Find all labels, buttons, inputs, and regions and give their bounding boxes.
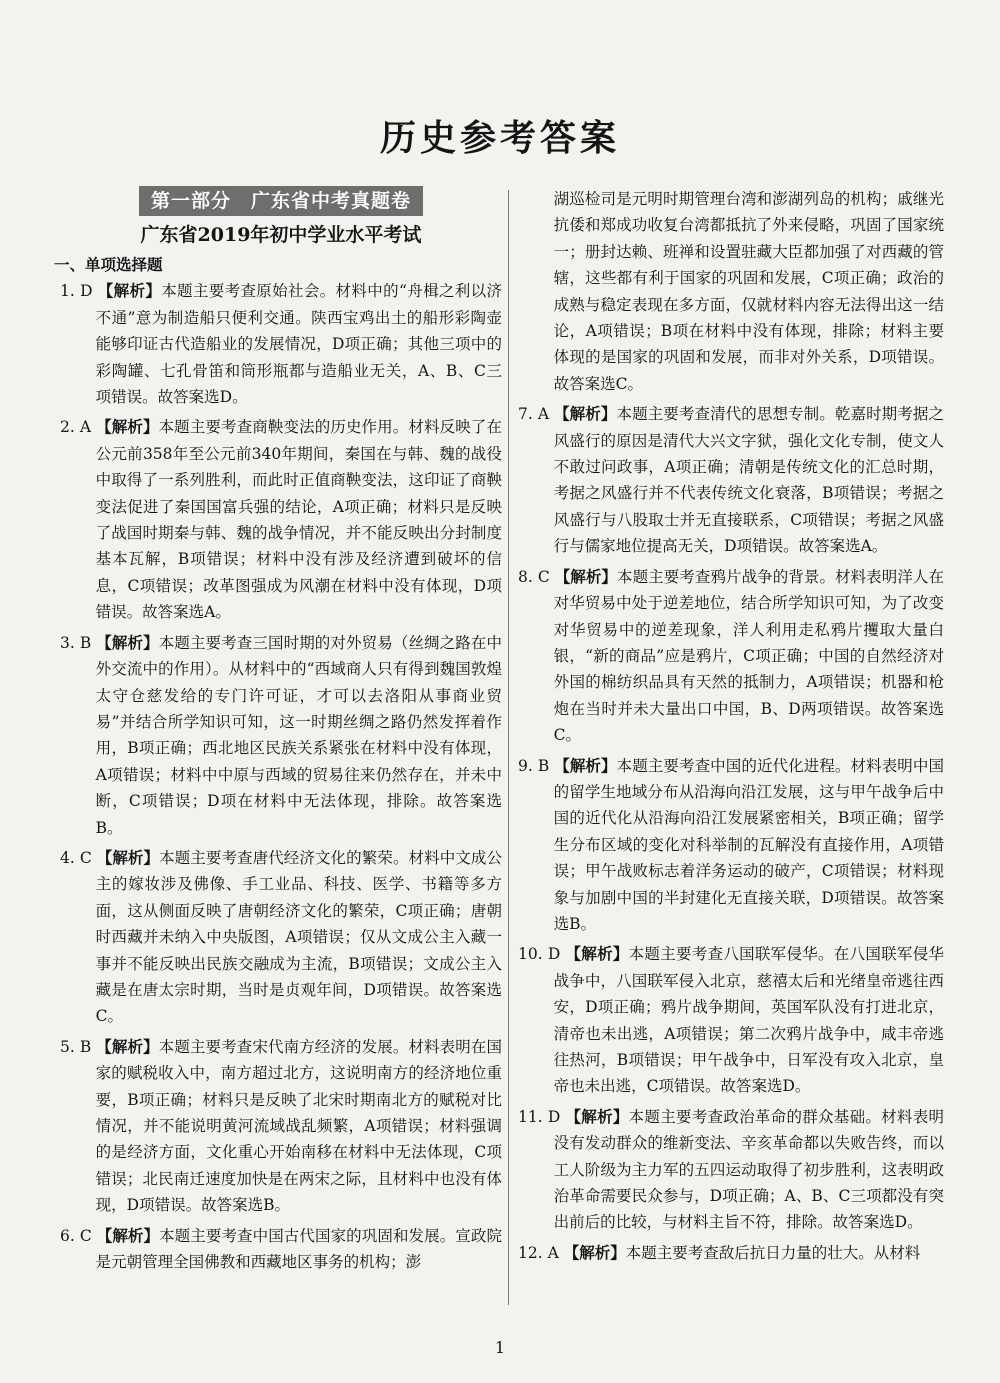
analysis-tag: 【解析】 bbox=[96, 417, 159, 437]
answer-text: 本题主要考查唐代经济文化的繁荣。材料中文成公主的嫁妆涉及佛像、手工业品、科技、医学、书籍等多方面，这从侧面反映了唐朝经济文化的繁荣，C项正确；唐朝时西藏并未纳入中央版图，A项错误；仅从文成公主入藏一事并不能反映出民族交融成为主流，B项错误；文成公主入藏是在唐太宗时期，当时是贞观年间，D项错误。故答案选C。 bbox=[95, 848, 502, 1026]
page-number: 1 bbox=[494, 1338, 506, 1357]
question-number: 7. bbox=[518, 405, 533, 424]
analysis-tag: 【解析】 bbox=[565, 1106, 629, 1126]
page-title: 历史参考答案 bbox=[379, 117, 620, 159]
answer-letter: A bbox=[537, 405, 550, 424]
analysis-tag: 【解析】 bbox=[565, 944, 629, 964]
right-column bbox=[518, 186, 944, 1270]
analysis-tag: 【解析】 bbox=[96, 1036, 159, 1056]
answer-letter: C bbox=[537, 567, 550, 586]
analysis-tag: 【解析】 bbox=[96, 632, 159, 652]
part-header bbox=[60, 186, 502, 218]
answer-letter: A bbox=[79, 418, 92, 437]
answer-item bbox=[518, 401, 944, 559]
answer-text: 本题主要考查中国的近代化进程。材料表明中国的留学生地域分布从沿海向沿江发展，这与甲午战争后中国的近代化从沿海向沿江发展紧密相关，B项正确；留学生分布区域的变化对科举制的瓦解没有直接作用，A项错误；甲午战败标志着洋务运动的破产，C项错误；材料现象与加剧中国的半封建化无直接关联，D项错误。故答案选B。 bbox=[553, 756, 944, 933]
left-answer-list bbox=[60, 278, 502, 1275]
answer-text: 本题主要考查敌后抗日力量的壮大。从材料 bbox=[625, 1243, 921, 1262]
answer-item bbox=[518, 564, 944, 749]
answer-letter: A bbox=[547, 1243, 559, 1262]
question-number: 11. bbox=[518, 1107, 543, 1126]
analysis-tag: 【解析】 bbox=[97, 281, 162, 301]
answer-text: 本题主要考查政治革命的群众基础。材料表明没有发动群众的维新变法、辛亥革命都以失败告终，而以工人阶级为主力军的五四运动取得了初步胜利，这表明政治革命需要民众参与，D项正确；A、B、C三项都没有突出前后的比较，与材料主旨不符，排除。故答案选D。 bbox=[553, 1107, 944, 1232]
right-answer-list bbox=[518, 186, 944, 1266]
answer-text: 本题主要考查宋代南方经济的发展。材料表明在国家的赋税收入中，南方超过北方，这说明南方的经济地位重要，B项正确；材料只是反映了北宋时期南北方的赋税对比情况，并不能说明黄河流域战乱频繁，A项错误；材料强调的是经济方面，文化重心开始南移在材料中无法体现，C项错误；北民南迁速度加快是在两宋之际，且材料中也没有体现，D项错误。故答案选B。 bbox=[95, 1037, 502, 1215]
analysis-tag: 【解析】 bbox=[96, 847, 160, 867]
question-number: 1. bbox=[60, 282, 75, 301]
answer-letter: D bbox=[547, 945, 561, 964]
question-number: 12. bbox=[518, 1243, 543, 1262]
analysis-tag: 【解析】 bbox=[554, 404, 617, 424]
left-column bbox=[54, 186, 502, 1279]
answer-item bbox=[518, 753, 944, 938]
question-number: 3. bbox=[60, 633, 75, 652]
answer-item bbox=[60, 845, 502, 1030]
question-number: 2. bbox=[60, 418, 75, 437]
question-number: 5. bbox=[60, 1037, 75, 1056]
answer-letter: B bbox=[79, 633, 92, 652]
answer-letter: B bbox=[79, 1037, 92, 1056]
answer-letter: D bbox=[547, 1107, 561, 1126]
answer-item bbox=[60, 1223, 502, 1276]
answer-text: 本题主要考查清代的思想专制。乾嘉时期考据之风盛行的原因是清代大兴文字狱，强化文化专制，使文人不敢过问政事，A项正确；清朝是传统文化的汇总时期，考据之风盛行并不代表传统文化衰落，B项错误；考据之风盛行与八股取士并无直接联系，C项错误；考据之风盛行与儒家地位提高无关，D项错误。故答案选A。 bbox=[553, 405, 944, 556]
question-number: 10. bbox=[518, 945, 543, 964]
analysis-tag: 【解析】 bbox=[96, 1225, 160, 1245]
question-number: 4. bbox=[60, 848, 75, 867]
question-number: 8. bbox=[518, 567, 533, 586]
answer-letter: C bbox=[79, 1226, 92, 1245]
answer-item bbox=[518, 186, 944, 397]
answer-item bbox=[60, 414, 502, 625]
question-number: 6. bbox=[60, 1226, 75, 1245]
answer-letter: C bbox=[79, 848, 92, 867]
answer-text: 本题主要考查三国时期的对外贸易（丝绸之路在中外交流中的作用）。从材料中的“西域商人只有得到魏国敦煌太守仓慈发给的专门许可证，才可以去洛阳从事商业贸易”并结合所学知识可知，这一时期丝绸之路仍然发挥着作用，B项正确；西北地区民族关系紧张在材料中没有体现，A项错误；材料中中原与西域的贸易往来仍然存在，并未中断，C项错误；D项在材料中无法体现，排除。故答案选B。 bbox=[95, 633, 502, 837]
analysis-tag: 【解析】 bbox=[554, 755, 617, 775]
column-divider bbox=[508, 190, 509, 1305]
answer-text: 本题主要考查商鞅变法的历史作用。材料反映了在公元前358年至公元前340年期间，秦国在与韩、魏的战役中取得了一系列胜利，而此时正值商鞅变法，这印证了商鞅变法促进了秦国国富兵强的结论，A项正确；材料只是反映了战国时期秦与韩、魏的战争情况，并不能反映出分封制度基本瓦解，B项错误；材料中没有涉及经济遭到破坏的信息，C项错误；改革图强成为风潮在材料中没有体现，D项错误。故答案选A。 bbox=[95, 418, 502, 622]
analysis-tag: 【解析】 bbox=[554, 566, 617, 586]
answer-item bbox=[60, 630, 502, 841]
section-heading: 一、单项选择题 bbox=[54, 255, 163, 274]
part-header-label: 第一部分 广东省中考真题卷 bbox=[139, 186, 423, 216]
answer-text: 本题主要考查中国古代国家的巩固和发展。宣政院是元朝管理全国佛教和西藏地区事务的机构；澎 bbox=[95, 1226, 502, 1272]
answer-letter: B bbox=[537, 756, 550, 775]
answer-letter: D bbox=[80, 282, 93, 301]
answer-item bbox=[518, 1240, 944, 1266]
question-number: 9. bbox=[518, 756, 533, 775]
exam-title: 广东省2019年初中学业水平考试 bbox=[140, 224, 422, 246]
answer-item bbox=[518, 1104, 944, 1236]
answer-item bbox=[60, 278, 502, 410]
answer-text: 本题主要考查鸦片战争的背景。材料表明洋人在对华贸易中处于逆差地位，结合所学知识可知，为了改变对华贸易中的逆差现象，洋人利用走私鸦片攫取大量白银，“新的商品”应是鸦片，C项正确；中国的自然经济对外国的棉纺织品具有天然的抵制力，A项错误；机器和枪炮在当时并未大量出口中国，B、D两项错误。故答案选C。 bbox=[553, 567, 944, 745]
answer-text: 湖巡检司是元明时期管理台湾和澎湖列岛的机构；戚继光抗倭和郑成功收复台湾都抵抗了外来侵略，巩固了国家统一；册封达赖、班禅和设置驻藏大臣都加强了对西藏的管辖，这些都有利于国家的巩固和发展，C项正确；政治的成熟与稳定表现在多方面，仅就材料内容无法得出这一结论，A项错误；B项在材料中没有体现，排除；材料主要体现的是国家的巩固和发展，而非对外关系，D项错误。故答案选C。 bbox=[553, 190, 944, 393]
answer-text: 本题主要考查八国联军侵华。在八国联军侵华战争中，八国联军侵入北京，慈禧太后和光绪皇帝逃往西安，D项正确；鸦片战争期间，英国军队没有打进北京，清帝也未出逃，A项错误；第二次鸦片战争中，咸丰帝逃往热河，B项错误；甲午战争中，日军没有攻入北京，皇帝也未出逃，C项错误。故答案选D。 bbox=[553, 945, 944, 1096]
analysis-tag: 【解析】 bbox=[563, 1242, 626, 1262]
answer-text: 本题主要考查原始社会。材料中的“舟楫之利以济不通”意为制造船只便利交通。陕西宝鸡出土的船形彩陶壶能够印证古代造船业的发展情况，D项正确；其他三项中的彩陶罐、七孔骨笛和筒形瓶都与造船业无关，A、B、C三项错误。故答案选D。 bbox=[95, 282, 502, 407]
answer-item bbox=[60, 1034, 502, 1219]
answer-item bbox=[518, 941, 944, 1099]
